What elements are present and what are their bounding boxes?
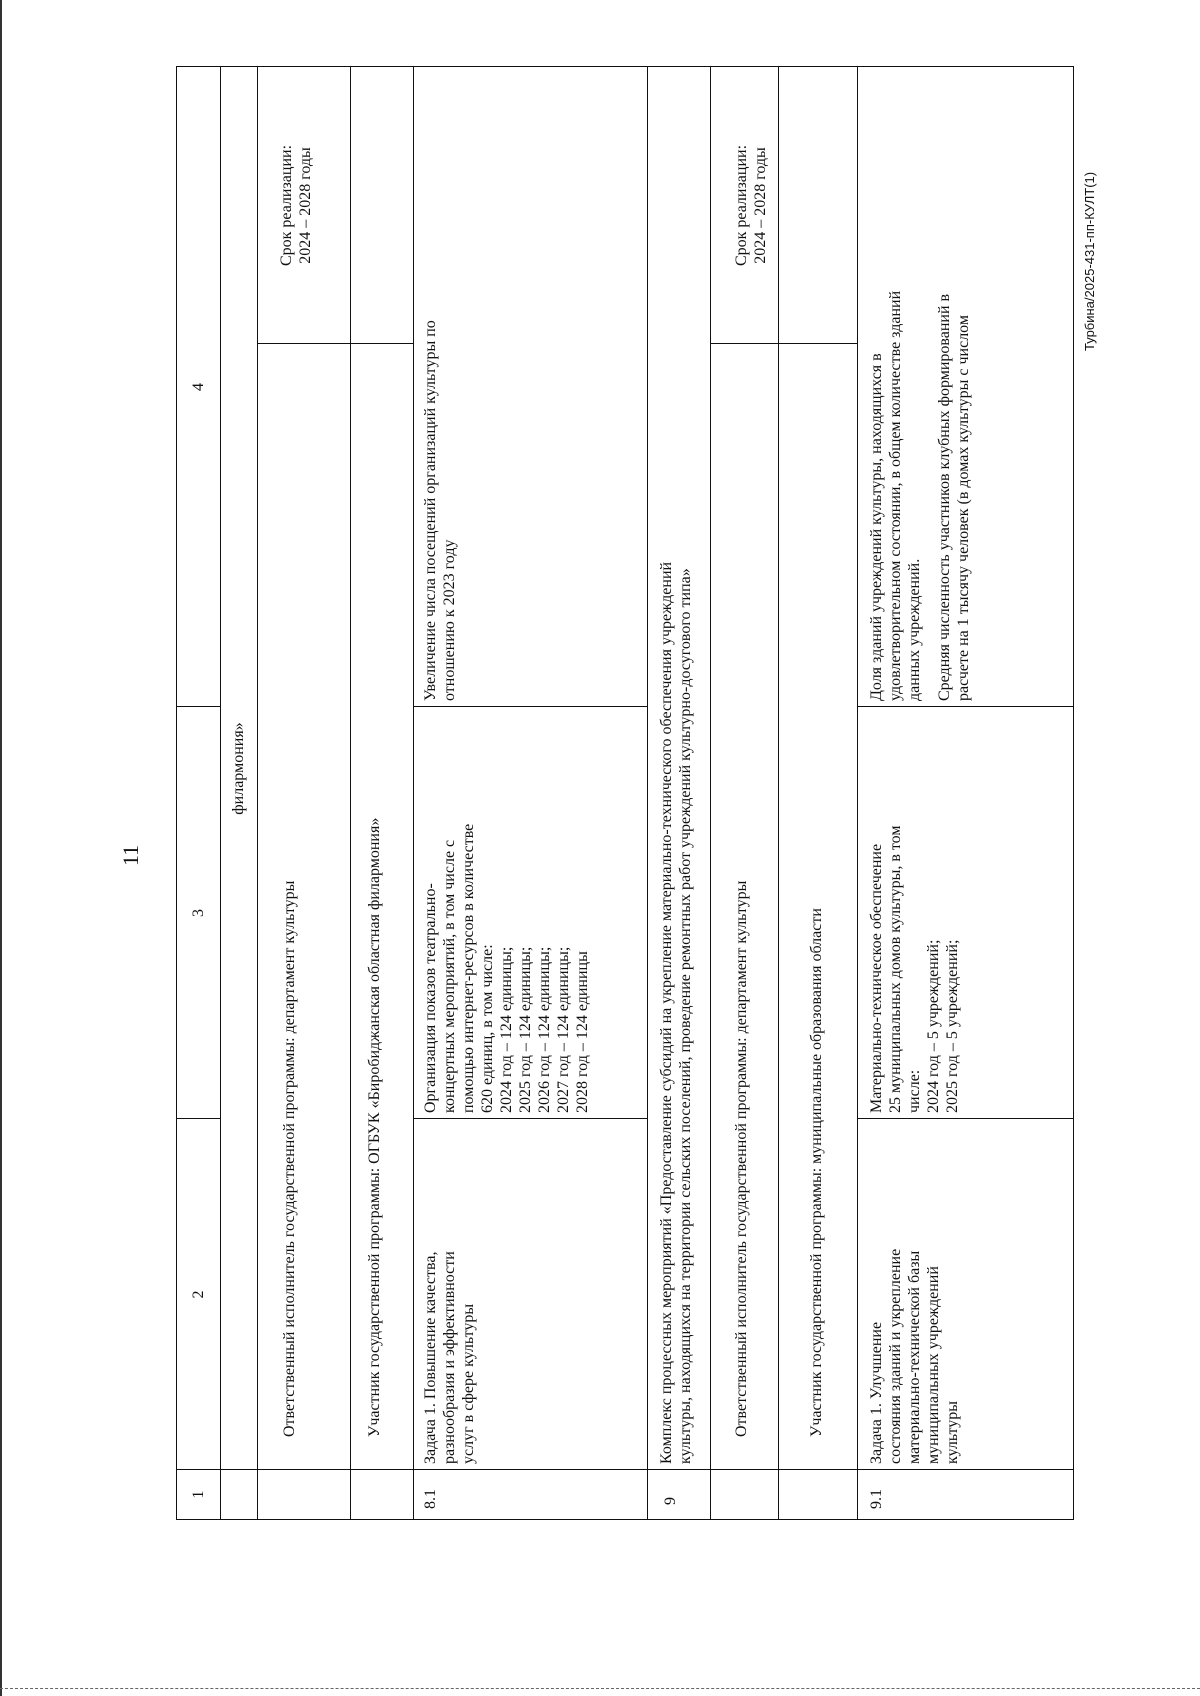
- block9-term: [732, 67, 770, 344]
- text-line: данных учреждений.: [906, 558, 923, 701]
- task-9-1-result: [867, 71, 973, 701]
- text-line: концертных мероприятий, в том числе с: [441, 839, 458, 1113]
- term-years: 2024 – 2028 годы: [297, 147, 314, 264]
- text-line: 2025 год – 124 единицы;: [517, 946, 534, 1113]
- block8-participant: Участник государственной программы: ОГБУК «Биробиджанская областная филармония»: [366, 817, 383, 1437]
- continuation-row: филармония»: [230, 722, 247, 815]
- row-line: [710, 67, 711, 1519]
- block9-number: 9: [662, 1497, 679, 1505]
- task-9-1-name: [867, 1124, 962, 1464]
- task-8-1-number: 8.1: [422, 1489, 439, 1509]
- term-years: 2024 – 2028 годы: [752, 147, 769, 264]
- page-number: 11: [118, 844, 143, 866]
- text-line: Комплекс процессных мероприятий «Предоставление субсидий на укрепление материально-технического обеспечения учреждений: [658, 561, 675, 1464]
- text-line: Организация показов театрально-: [422, 883, 439, 1113]
- text-line: 2027 год – 124 единицы;: [555, 946, 572, 1113]
- header-col-1: 1: [190, 1490, 207, 1499]
- row-line: [220, 67, 221, 1519]
- text-line: услуг в сфере культуры: [460, 1303, 477, 1464]
- term-label: Срок реализации:: [733, 144, 750, 267]
- text-line: разнообразия и эффективности: [441, 1251, 458, 1464]
- row-line: [778, 67, 779, 1519]
- row-line: [350, 67, 351, 1519]
- text-line: 2026 год – 124 единицы;: [536, 946, 553, 1113]
- text-line: числе:: [906, 1069, 923, 1113]
- text-line: 620 единиц, в том числе:: [479, 944, 496, 1113]
- row-line: [413, 67, 414, 1519]
- header-col-2: 2: [190, 1290, 207, 1299]
- task-8-1-result: [421, 71, 459, 701]
- col-line: [413, 706, 647, 707]
- text-line: Средняя численность участников клубных формирований в: [936, 293, 953, 701]
- col-line: [857, 706, 1073, 707]
- text-line: муниципальных учреждений: [925, 1266, 942, 1464]
- task-9-1-event: [867, 713, 962, 1113]
- row-line: [257, 67, 258, 1519]
- term-label: Срок реализации:: [278, 144, 295, 267]
- text-line: расчете на 1 тысячу человек (в домах культуры с числом: [955, 314, 972, 701]
- text-line: Задача 1. Повышение качества,: [422, 1251, 439, 1464]
- col-line: [177, 1469, 1073, 1470]
- task-9-1-number: 9.1: [868, 1489, 885, 1509]
- row-line: [857, 67, 858, 1519]
- block8-responsible: Ответственный исполнитель государственной программы: департамент культуры: [281, 880, 298, 1437]
- text-line: 2028 год – 124 единицы: [574, 951, 591, 1113]
- block9-responsible: Ответственный исполнитель государственной программы: департамент культуры: [733, 880, 750, 1437]
- header-col-4: 4: [190, 383, 207, 391]
- block9-title: [657, 69, 695, 1464]
- text-line: Увеличение числа посещений организаций культуры по: [422, 320, 439, 701]
- program-table: [176, 66, 1074, 1520]
- text-line: культуры, находящихся на территории сельских поселений, проведение ремонтных работ учреждений культурно-досугового типа»: [677, 568, 694, 1464]
- block9-participant: Участник государственной программы: муниципальные образования области: [808, 908, 825, 1437]
- text-line: 2025 год – 5 учреждений;: [944, 939, 961, 1113]
- text-line: культуры: [944, 1400, 961, 1464]
- task-8-1-event: [421, 713, 592, 1113]
- col-line: [413, 1118, 647, 1119]
- text-line: помощью интернет-ресурсов в количестве: [460, 823, 477, 1113]
- text-line: Материально-техническое обеспечение: [868, 843, 885, 1113]
- task-8-1-name: [421, 1124, 478, 1464]
- block8-term: [277, 67, 315, 344]
- document-footer-code: Турбина/2025-431-пп-КУЛТ(1): [1082, 171, 1097, 351]
- text-line: 2024 год – 124 единицы;: [498, 946, 515, 1113]
- text-line: материально-технической базы: [906, 1250, 923, 1464]
- text-line: отношению к 2023 году: [441, 539, 458, 701]
- text-line: состояния зданий и укрепление: [887, 1248, 904, 1464]
- text-line: Доля зданий учреждений культуры, находящихся в: [868, 353, 885, 701]
- row-line: [647, 67, 648, 1519]
- text-line: Задача 1. Улучшение: [868, 1321, 885, 1464]
- text-line: 2024 год – 5 учреждений;: [925, 939, 942, 1113]
- text-line: удовлетворительном состоянии, в общем количестве зданий: [887, 290, 904, 701]
- col-line: [857, 1118, 1073, 1119]
- header-col-3: 3: [190, 909, 207, 917]
- text-line: 25 муниципальных домов культуры, в том: [887, 825, 904, 1113]
